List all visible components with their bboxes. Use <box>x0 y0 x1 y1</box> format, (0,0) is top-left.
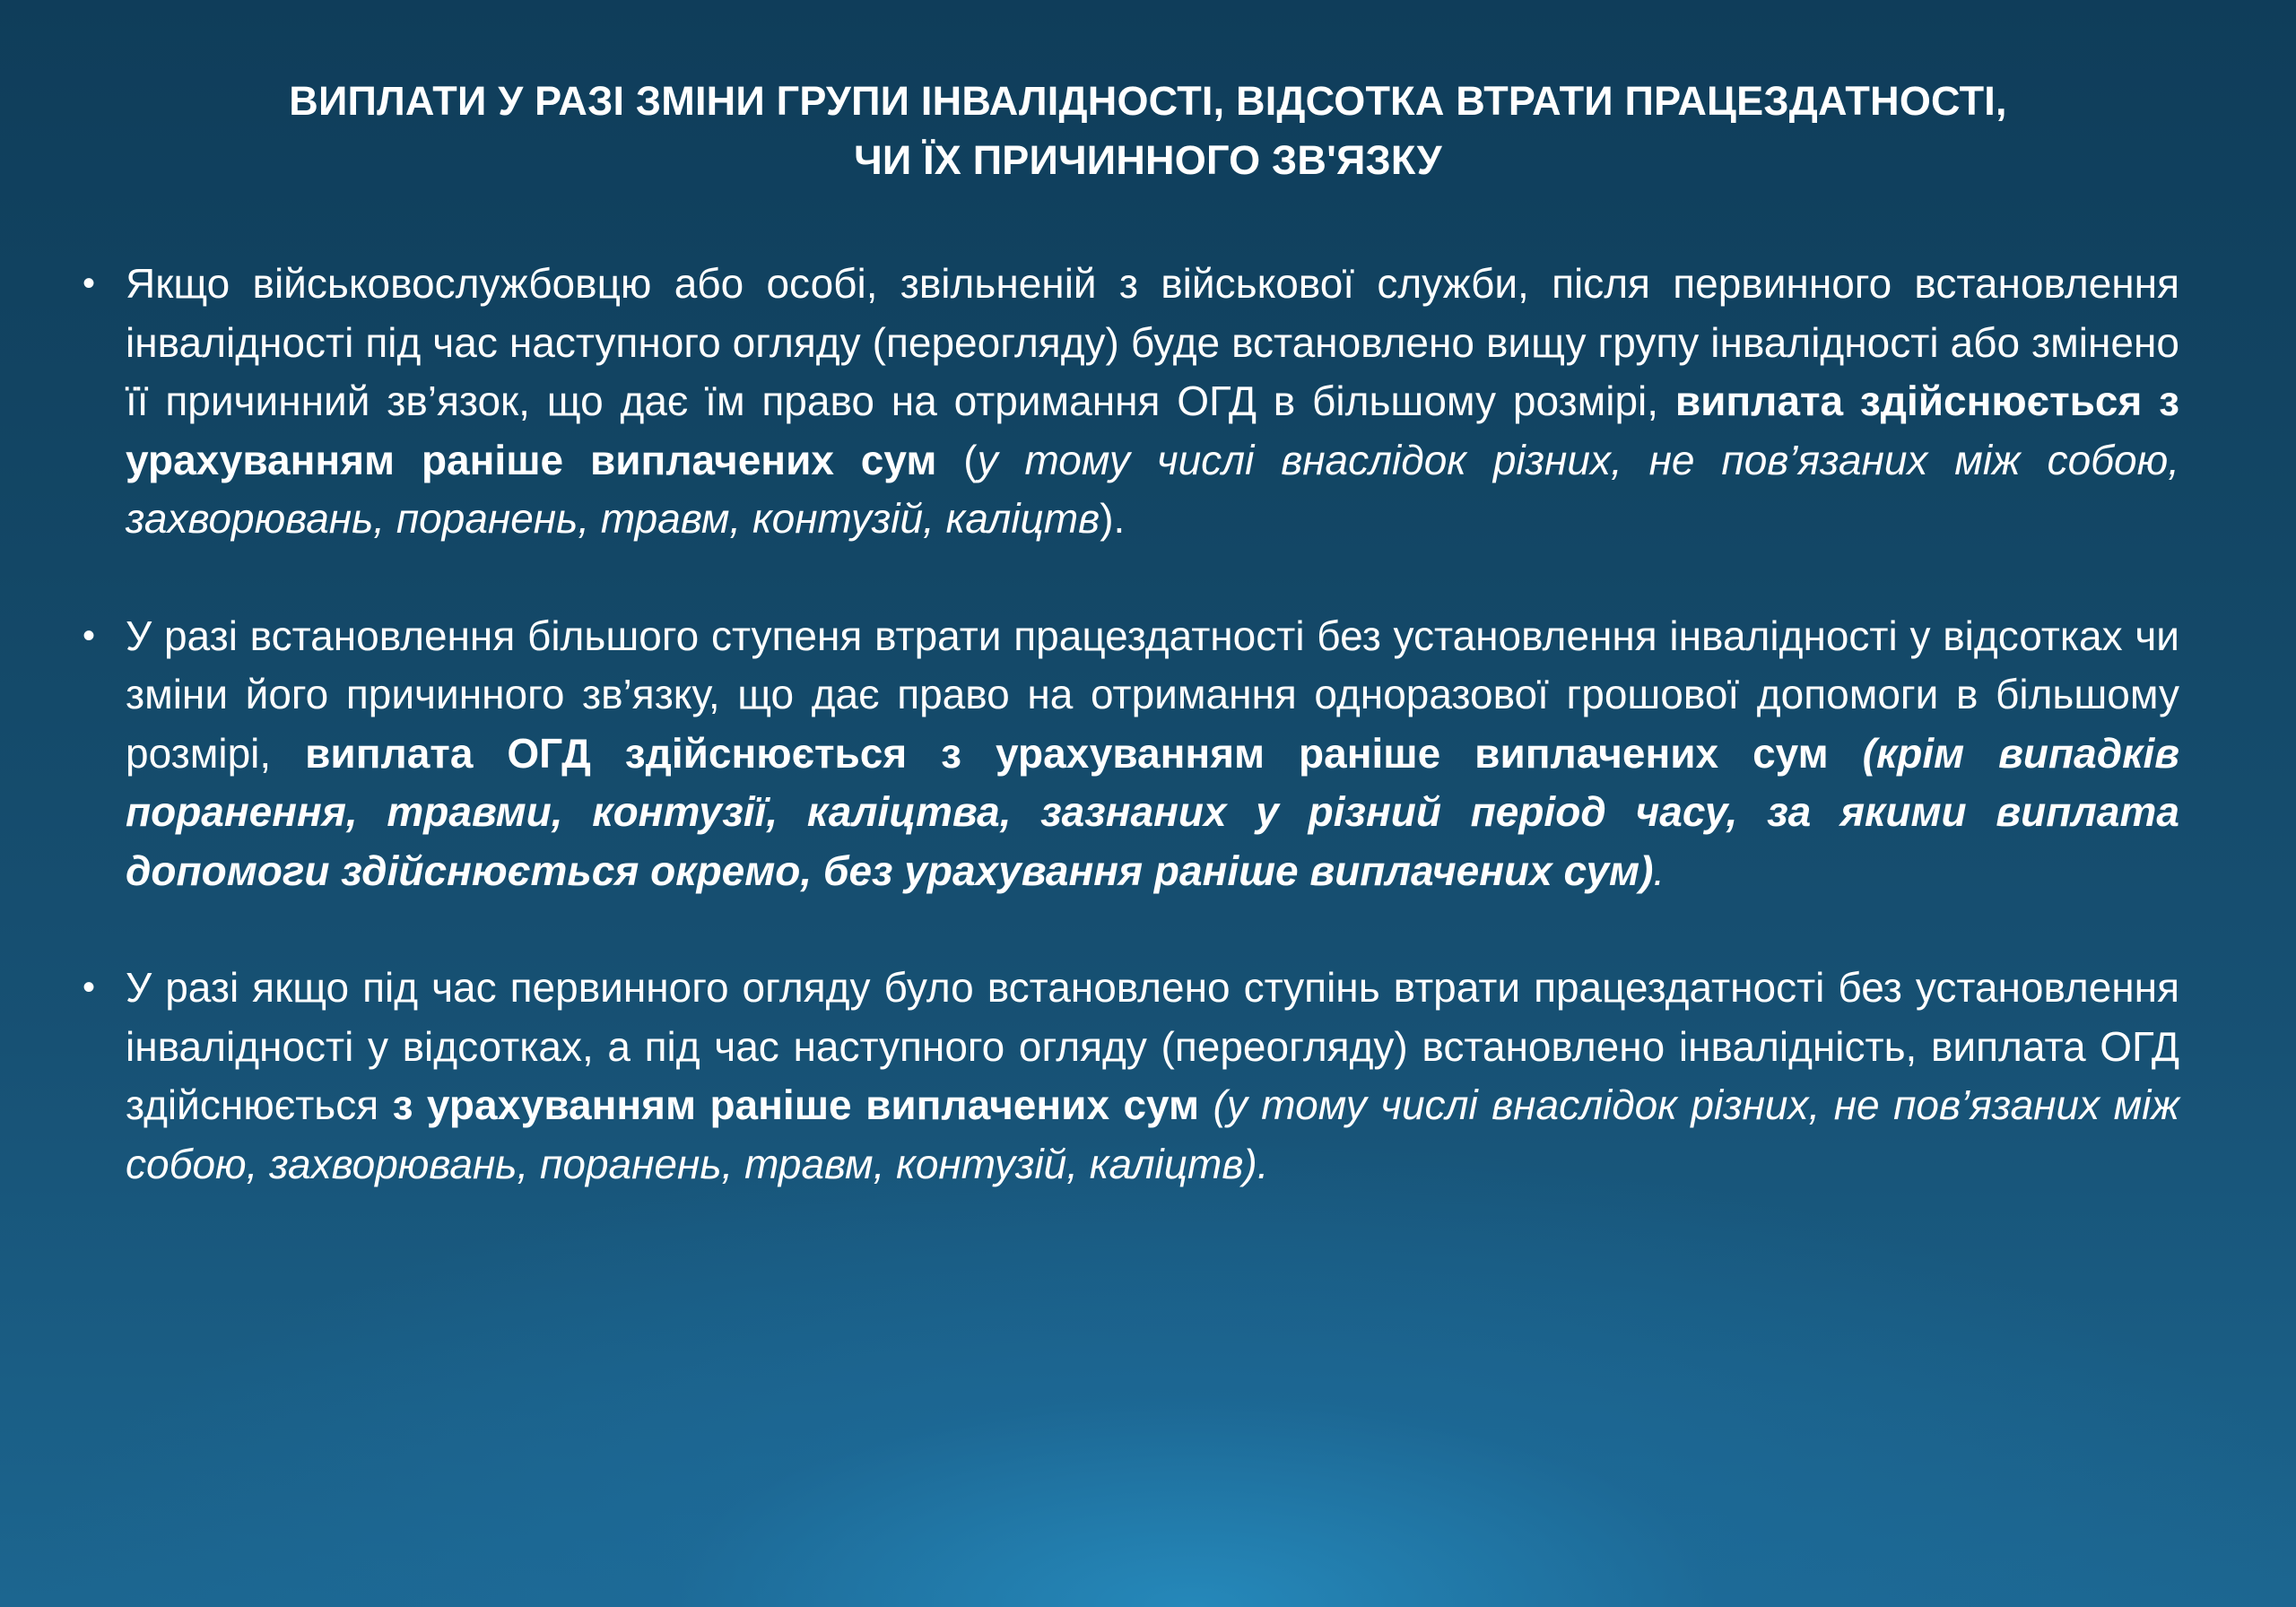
bullet-2-bold-italic-text: (крім випадків поранення, травми, контузії, каліцтва, зазнаних у різний період часу, за якими виплата допомоги здійснюється окремо, без урахування раніше виплачених сум) <box>126 729 2180 894</box>
bullet-marker: • <box>83 615 96 656</box>
slide-title <box>90 72 2206 190</box>
bullet-3-text: У разі якщо під час первинного огляду було встановлено ступінь втрати працездатності без установлення інвалідності у відсотках, а під час наступного огляду (переогляду) встановлено інвалідність, виплата ОГД здійснюється <box>126 964 2179 1128</box>
bullet-3-bold-text: з урахуванням раніше виплачених сум <box>392 1081 1200 1128</box>
bullet-1-paren-close: ). <box>1100 495 1126 542</box>
bullet-2-text: У разі встановлення більшого ступеня втрати працездатності без установлення інвалідності у відсотках чи зміни його причинного зв’язку, що дає право на отримання одноразової грошової допомоги в більшому розмірі, <box>126 612 2179 777</box>
bullet-marker: • <box>83 264 96 303</box>
bullet-1-text: Якщо військовослужбовцю або особі, звільненій з військової служби, після первинного встановлення інвалідності під час наступного огляду (переогляду) буде встановлено вищу групу інвалідності або змінено її причинний зв’язок, що дає їм право на отримання ОГД в більшому розмірі, <box>126 260 2179 424</box>
bullet-1-bold-text: виплата здійснюється з урахуванням раніше виплачених сум <box>126 378 2179 483</box>
slide-title-line-2: ЧИ ЇХ ПРИЧИННОГО ЗВ'ЯЗКУ <box>854 137 1442 184</box>
bullet-2-period: . <box>1653 847 1665 894</box>
bullet-marker: • <box>83 968 96 1007</box>
bullet-3-italic-text: (у тому числі внаслідок різних, не пов’язаних між собою, захворювань, поранень, травм, контузій, каліцтв). <box>126 1081 2179 1187</box>
bullet-1-italic-text: у тому числі внаслідок різних, не пов’язаних між собою, захворювань, поранень, травм, контузій, каліцтв <box>126 436 2179 542</box>
bullet-2-bold-text: виплата ОГД здійснюється з урахуванням раніше виплачених сум <box>305 729 1863 777</box>
bullet-1-paren-open: ( <box>936 436 978 483</box>
bullet-item-3 <box>81 959 2179 1194</box>
bullet-item-2 <box>81 607 2179 901</box>
bullet-list <box>81 255 2179 1252</box>
bullet-item-1 <box>81 255 2179 549</box>
slide-title-line-1: ВИПЛАТИ У РАЗІ ЗМІНИ ГРУПИ ІНВАЛІДНОСТІ, ВІДСОТКА ВТРАТИ ПРАЦЕЗДАТНОСТІ, <box>289 78 2007 125</box>
